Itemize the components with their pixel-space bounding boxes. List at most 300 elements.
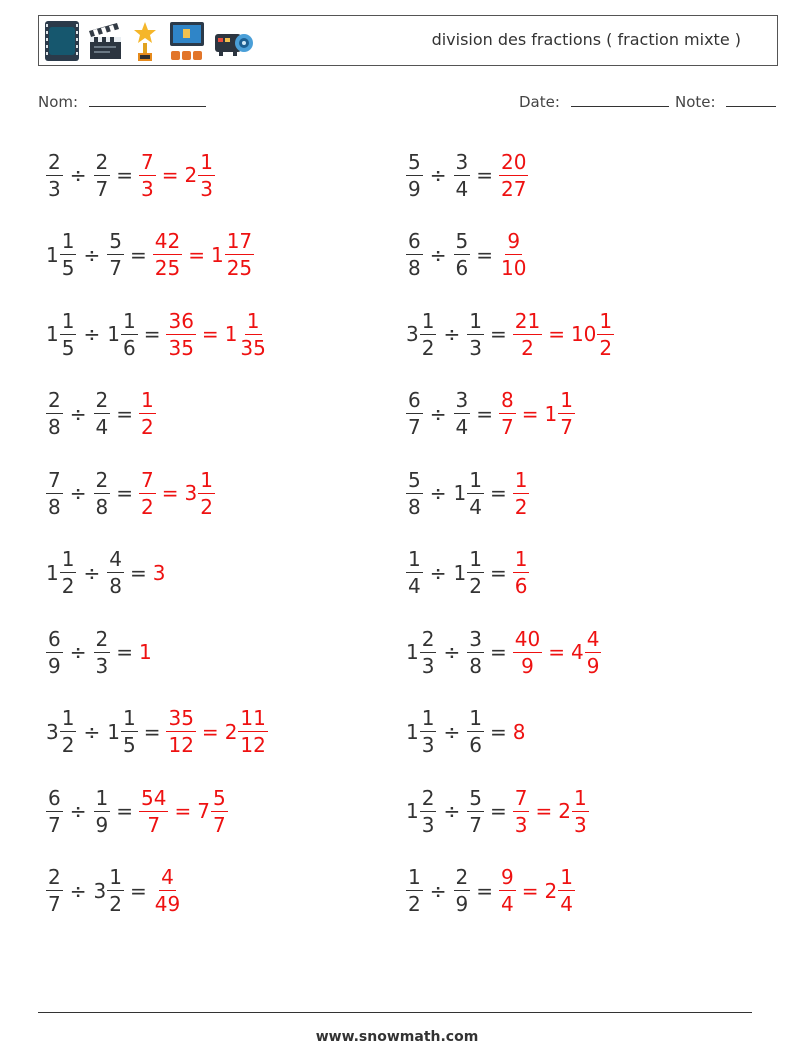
answer-mixed-numerator: 1: [200, 149, 213, 174]
operand-a-numerator: 2: [48, 388, 61, 412]
answer-mixed: [571, 628, 601, 677]
answer: [499, 389, 575, 438]
operand-a-denominator: 8: [48, 494, 61, 519]
answer: [499, 230, 528, 279]
operand-b-numerator: 4: [109, 547, 122, 571]
divide-sign: ÷: [429, 163, 447, 187]
answer-value-whole: 8: [512, 719, 526, 744]
answer-value-fraction: [139, 469, 156, 518]
operand-a-denominator: 3: [421, 733, 435, 757]
operand-a-denominator: 2: [408, 892, 421, 916]
operand-a-fraction: [420, 310, 437, 359]
problem-10: [406, 458, 529, 528]
operand-a-denominator: 2: [61, 574, 75, 598]
operand-b-fraction: [467, 628, 484, 677]
operand-b-fraction: [467, 787, 484, 836]
operand-a-denominator: 9: [48, 653, 61, 678]
problem-2: [406, 140, 528, 210]
name-field: [38, 92, 206, 111]
operand-a: [46, 151, 63, 200]
operand-b-numerator: 1: [122, 706, 136, 730]
divide-sign: ÷: [429, 242, 447, 267]
answer-equals-sign: =: [201, 719, 219, 744]
problem-12: [406, 538, 529, 608]
answer-value-denominator: 35: [168, 335, 194, 360]
answer-mixed-denominator: 25: [226, 256, 253, 280]
answer-equals-sign: =: [521, 401, 539, 426]
score-label: Note:: [675, 93, 716, 111]
answer: [499, 151, 528, 200]
operand-b-denominator: 6: [455, 256, 469, 280]
operand-b: [94, 151, 111, 200]
answer-mixed-fraction: [558, 866, 575, 915]
answer-value-fraction: [513, 548, 530, 597]
problem-11: [46, 538, 166, 608]
answer-value: [513, 787, 530, 836]
operand-a-denominator: 9: [408, 176, 421, 201]
operand-b-fraction: [94, 787, 111, 836]
operand-a-fraction: [406, 389, 423, 438]
award-trophy-icon: [129, 19, 161, 63]
operand-b-whole: 1: [107, 322, 120, 346]
operand-a: [406, 389, 423, 438]
answer-value-fraction: [499, 230, 528, 279]
operand-a: [406, 230, 423, 279]
operand-a-denominator: 8: [48, 415, 61, 439]
answer-mixed-whole: 2: [558, 799, 571, 823]
operand-b-fraction: [454, 866, 471, 915]
date-blank-line: [571, 92, 669, 107]
operand-a-fraction: [60, 707, 77, 756]
operand-b: [454, 230, 471, 279]
operand-b-fraction: [467, 469, 484, 518]
answer-mixed-fraction: [211, 787, 228, 836]
operand-b-denominator: 8: [95, 494, 109, 519]
operand-b-numerator: 1: [95, 785, 109, 810]
operand-b-fraction: [94, 628, 111, 677]
answer-mixed-numerator: 1: [560, 388, 573, 412]
operand-a-numerator: 1: [61, 308, 75, 333]
operand-b-denominator: 4: [455, 415, 469, 439]
operand-a-whole: 1: [46, 560, 59, 585]
operand-a: [406, 310, 436, 359]
operand-a-numerator: 1: [421, 706, 435, 730]
answer-equals-sign: =: [188, 242, 205, 267]
operand-b-numerator: 3: [455, 388, 469, 412]
answer-value-fraction: [513, 787, 530, 836]
operand-b-denominator: 9: [455, 892, 469, 916]
answer-mixed: [558, 787, 588, 836]
divide-sign: ÷: [69, 878, 87, 903]
problem-4: [406, 220, 528, 290]
answer-value-fraction: [139, 151, 156, 200]
answer-value-denominator: 3: [141, 176, 154, 201]
equals-sign: =: [143, 719, 161, 744]
operand-a: [406, 866, 423, 915]
answer-value-numerator: 1: [514, 547, 528, 571]
answer-equals-sign: =: [201, 322, 219, 346]
operand-a: [46, 707, 76, 756]
operand-b: [467, 787, 484, 836]
answer-value-numerator: 35: [168, 706, 194, 730]
equals-sign: =: [489, 719, 507, 744]
operand-a-numerator: 5: [408, 149, 421, 174]
operand-a-denominator: 5: [61, 335, 75, 360]
operand-b-fraction: [107, 548, 124, 597]
operand-a-fraction: [46, 389, 63, 438]
problem-15: [46, 697, 268, 767]
answer-mixed-denominator: 7: [560, 415, 573, 439]
answer-value-numerator: 4: [161, 865, 174, 889]
operand-a: [46, 787, 63, 836]
answer-value-denominator: 9: [521, 653, 534, 678]
operand-a: [406, 628, 436, 677]
answer-mixed-whole: 4: [570, 640, 584, 664]
answer-mixed-denominator: 7: [212, 812, 226, 837]
operand-a-fraction: [60, 310, 77, 359]
operand-a: [406, 548, 423, 597]
score-blank-line: [726, 92, 776, 107]
answer-value-fraction: [166, 310, 195, 359]
answer-mixed-fraction: [558, 389, 575, 438]
problem-7: [46, 379, 156, 449]
operand-b-denominator: 6: [469, 733, 482, 757]
answer-value: [166, 310, 195, 359]
answer-equals-sign: =: [174, 799, 192, 823]
film-frame-icon: [43, 19, 81, 63]
answer-value-numerator: 7: [514, 785, 528, 810]
divide-sign: ÷: [69, 799, 87, 823]
equals-sign: =: [116, 640, 133, 664]
operand-b-whole: 1: [107, 719, 120, 744]
header-icons: [43, 19, 255, 63]
operand-a-numerator: 2: [421, 626, 435, 651]
operand-a-denominator: 7: [48, 892, 61, 916]
operand-b-fraction: [94, 151, 111, 200]
operand-b-denominator: 9: [95, 812, 109, 837]
operand-a-numerator: 6: [48, 785, 61, 810]
operand-a-numerator: 7: [48, 467, 61, 492]
answer-mixed-denominator: 35: [240, 335, 266, 360]
operand-a-fraction: [406, 548, 423, 597]
answer-mixed-whole: 2: [224, 719, 238, 744]
operand-b-numerator: 1: [122, 308, 136, 333]
operand-b-denominator: 7: [109, 256, 122, 280]
score-field: [675, 92, 776, 111]
operand-b-denominator: 4: [469, 494, 482, 519]
answer: [499, 866, 575, 915]
operand-a-numerator: 1: [408, 547, 421, 571]
answer-value-denominator: 25: [154, 256, 181, 280]
answer-value-fraction: [166, 707, 195, 756]
operand-b-fraction: [467, 310, 484, 359]
answer-mixed-fraction: [585, 628, 602, 677]
answer-value-fraction: [153, 866, 182, 915]
answer-mixed-numerator: 1: [246, 308, 260, 333]
operand-a-whole: 1: [406, 799, 419, 823]
answer-value-numerator: 54: [141, 785, 167, 810]
operand-b-denominator: 8: [109, 574, 122, 598]
operand-a: [406, 787, 436, 836]
operand-b: [467, 628, 484, 677]
operand-b-numerator: 2: [95, 467, 109, 492]
date-label: Date:: [519, 93, 560, 111]
answer-mixed-denominator: 12: [240, 733, 266, 757]
operand-a-fraction: [406, 230, 423, 279]
answer-mixed-denominator: 9: [586, 653, 600, 678]
operand-a-fraction: [46, 866, 63, 915]
operand-a-numerator: 1: [408, 865, 421, 889]
operand-a-fraction: [60, 548, 77, 597]
answer-mixed-whole: 1: [210, 242, 224, 267]
answer-value-numerator: 7: [141, 467, 154, 492]
answer-mixed-whole: 3: [184, 481, 198, 505]
operand-a-numerator: 1: [61, 229, 75, 253]
operand-b-fraction: [121, 310, 138, 359]
answer-value-numerator: 1: [141, 388, 154, 412]
answer-value-fraction: [499, 151, 528, 200]
operand-a-fraction: [406, 151, 423, 200]
operand-a-whole: 1: [406, 640, 419, 664]
operand-b-denominator: 7: [469, 812, 482, 837]
operand-b: [107, 230, 124, 279]
operand-a-denominator: 7: [48, 812, 61, 837]
answer-mixed-whole: 1: [544, 401, 558, 426]
operand-b-denominator: 5: [122, 733, 136, 757]
equals-sign: =: [116, 799, 133, 823]
operand-b-fraction: [94, 469, 111, 518]
answer-value-fraction: [153, 230, 182, 279]
operand-b: [454, 866, 471, 915]
answer-mixed-whole: 7: [197, 799, 210, 823]
divide-sign: ÷: [69, 481, 87, 505]
answer: [166, 310, 267, 359]
operand-a-whole: 3: [46, 719, 59, 744]
answer: [513, 469, 530, 518]
answer-value: [513, 720, 527, 744]
answer-equals-sign: =: [548, 322, 565, 346]
operand-a-fraction: [60, 230, 77, 279]
answer-mixed: [545, 866, 575, 915]
operand-a-numerator: 1: [61, 706, 75, 730]
answer-value-denominator: 6: [514, 574, 528, 598]
answer-equals-sign: =: [535, 799, 553, 823]
operand-b: [467, 707, 484, 756]
operand-b-numerator: 1: [109, 865, 122, 889]
theater-screen-icon: [167, 19, 207, 63]
operand-a-fraction: [406, 469, 423, 518]
equals-sign: =: [116, 163, 133, 187]
answer-mixed-whole: 10: [570, 322, 597, 346]
operand-b-numerator: 2: [455, 865, 469, 889]
answer-mixed-numerator: 1: [200, 467, 213, 492]
answer-value: [513, 548, 530, 597]
operand-a-numerator: 5: [408, 467, 421, 492]
operand-a: [406, 151, 423, 200]
answer-value-numerator: 36: [168, 308, 194, 333]
name-blank-line: [89, 92, 206, 107]
operand-b-numerator: 2: [95, 149, 109, 174]
equals-sign: =: [476, 242, 493, 267]
answer-value: [139, 469, 156, 518]
problem-18: [406, 776, 589, 846]
answer-value-fraction: [513, 628, 542, 677]
operand-a: [406, 707, 436, 756]
divide-sign: ÷: [429, 560, 447, 585]
answer-value: [139, 389, 156, 438]
answer-mixed: [211, 230, 254, 279]
answer: [139, 469, 215, 518]
answer-mixed-denominator: 2: [599, 335, 613, 360]
operand-b-numerator: 5: [455, 229, 469, 253]
problem-13: [46, 617, 153, 687]
answer-equals-sign: =: [161, 163, 179, 187]
equals-sign: =: [476, 401, 493, 426]
operand-b-numerator: 1: [469, 547, 482, 571]
operand-b-whole: 1: [453, 481, 467, 505]
answer: [139, 640, 153, 664]
answer-mixed-numerator: 17: [226, 229, 253, 253]
equals-sign: =: [489, 560, 507, 585]
divide-sign: ÷: [429, 401, 447, 426]
answer-equals-sign: =: [161, 481, 179, 505]
equals-sign: =: [129, 560, 147, 585]
operand-a-numerator: 6: [48, 626, 61, 651]
divide-sign: ÷: [443, 640, 461, 664]
operand-b: [94, 628, 111, 677]
answer-mixed-fraction: [238, 707, 267, 756]
answer-mixed-fraction: [238, 310, 267, 359]
equals-sign: =: [129, 878, 147, 903]
answer-value-numerator: 21: [514, 308, 541, 333]
operand-a-denominator: 2: [61, 733, 75, 757]
clapperboard-icon: [87, 19, 123, 63]
answer-value-numerator: 1: [514, 467, 528, 492]
answer-value-denominator: 12: [168, 733, 194, 757]
equals-sign: =: [116, 481, 133, 505]
operand-b: [454, 389, 471, 438]
operand-a-fraction: [46, 787, 63, 836]
problem-1: [46, 140, 215, 210]
answer: [153, 561, 167, 585]
equals-sign: =: [489, 481, 507, 505]
answer-mixed-numerator: 1: [573, 785, 587, 810]
answer-value-denominator: 10: [501, 256, 527, 280]
operand-a-numerator: 1: [421, 308, 435, 333]
operand-a-denominator: 5: [61, 256, 75, 280]
answer-mixed-denominator: 4: [560, 892, 573, 916]
worksheet-title: division des fractions ( fraction mixte ): [431, 30, 741, 49]
equals-sign: =: [489, 322, 507, 346]
answer-value-denominator: 27: [501, 176, 527, 201]
operand-b-denominator: 6: [122, 335, 136, 360]
answer-value: [139, 787, 168, 836]
problem-6: [406, 299, 614, 369]
header-box: [38, 15, 778, 66]
operand-b-denominator: 7: [95, 176, 109, 201]
operand-a: [406, 469, 423, 518]
operand-b: [467, 310, 484, 359]
answer-value-denominator: 2: [514, 494, 528, 519]
operand-b-numerator: 3: [469, 626, 482, 651]
operand-a: [46, 548, 76, 597]
divide-sign: ÷: [443, 322, 461, 346]
answer-value-numerator: 20: [501, 149, 527, 174]
operand-b-denominator: 4: [455, 176, 469, 201]
operand-a-denominator: 3: [421, 653, 435, 678]
answer-mixed-numerator: 1: [560, 865, 573, 889]
answer-value: [499, 866, 516, 915]
divide-sign: ÷: [429, 481, 447, 505]
operand-b-numerator: 3: [455, 149, 469, 174]
operand-a-denominator: 7: [408, 415, 421, 439]
operand-a-numerator: 6: [408, 229, 421, 253]
answer-value-fraction: [139, 787, 168, 836]
answer-equals-sign: =: [521, 878, 539, 903]
answer-value-fraction: [513, 469, 530, 518]
answer-value-fraction: [513, 310, 542, 359]
operand-a-numerator: 2: [48, 149, 61, 174]
problem-16: [406, 697, 526, 767]
operand-a: [46, 310, 76, 359]
operand-b-fraction: [454, 389, 471, 438]
operand-a: [46, 230, 76, 279]
problem-14: [406, 617, 601, 687]
operand-a-numerator: 6: [408, 388, 421, 412]
projector-icon: [213, 19, 255, 63]
answer-value: [513, 628, 542, 677]
operand-a: [46, 389, 63, 438]
answer-mixed-numerator: 4: [586, 626, 600, 651]
operand-b-fraction: [454, 230, 471, 279]
answer-value: [513, 310, 542, 359]
answer-value-denominator: 4: [501, 892, 514, 916]
operand-a-fraction: [46, 469, 63, 518]
operand-a-whole: 1: [406, 719, 419, 744]
operand-b: [107, 707, 137, 756]
answer-value-numerator: 42: [154, 229, 181, 253]
operand-b-numerator: 5: [109, 229, 122, 253]
equals-sign: =: [143, 322, 161, 346]
operand-b-numerator: 1: [469, 467, 482, 492]
answer: [513, 720, 527, 744]
answer-mixed-numerator: 5: [212, 785, 226, 810]
answer-mixed-numerator: 1: [599, 308, 613, 333]
answer-value-fraction: [499, 389, 516, 438]
divide-sign: ÷: [83, 242, 101, 267]
answer: [513, 310, 614, 359]
operand-b: [454, 151, 471, 200]
operand-b-fraction: [467, 548, 484, 597]
operand-a-denominator: 4: [408, 574, 421, 598]
answer-value-denominator: 2: [141, 494, 154, 519]
operand-a-denominator: 3: [48, 176, 61, 201]
operand-a-whole: 1: [46, 322, 59, 346]
problem-17: [46, 776, 228, 846]
operand-b-fraction: [121, 707, 138, 756]
operand-a-denominator: 8: [408, 494, 421, 519]
operand-b-whole: 3: [93, 878, 107, 903]
answer-value-fraction: [139, 389, 156, 438]
answer-value: [499, 151, 528, 200]
answer-mixed-fraction: [225, 230, 254, 279]
operand-a-denominator: 3: [421, 812, 435, 837]
answer-mixed-fraction: [198, 469, 215, 518]
operand-b-fraction: [94, 389, 111, 438]
answer-value-whole: 1: [139, 640, 152, 664]
answer: [166, 707, 267, 756]
operand-b-numerator: 2: [95, 626, 109, 651]
